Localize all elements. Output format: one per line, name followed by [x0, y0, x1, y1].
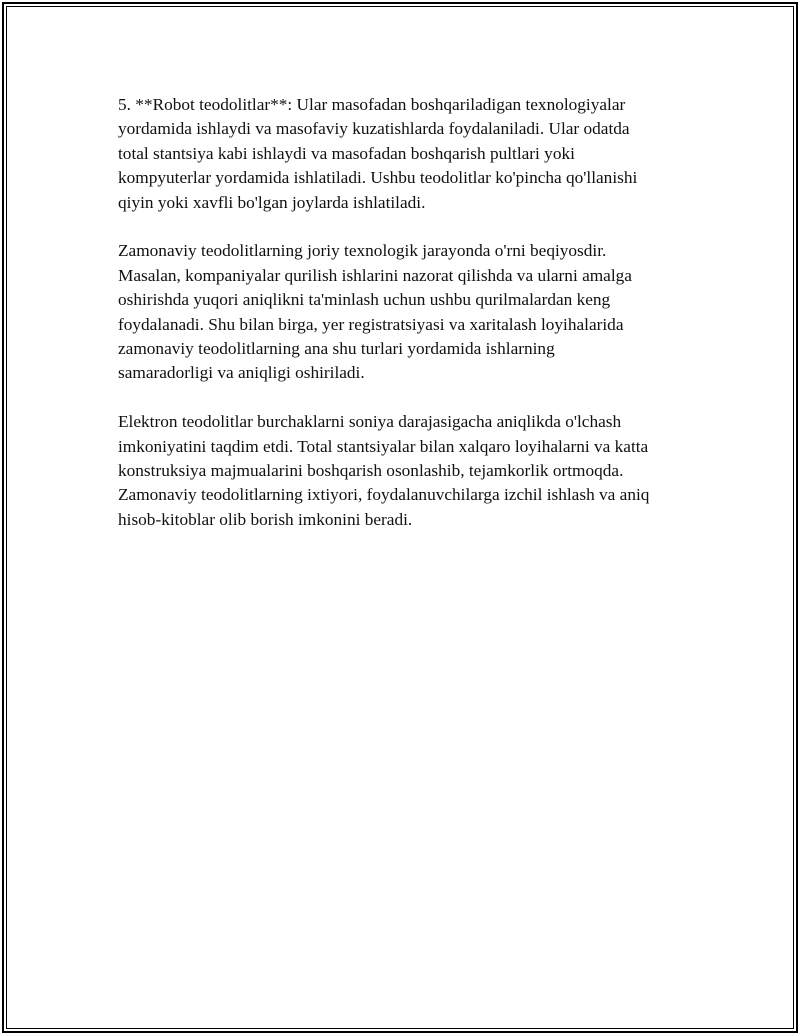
text-line: kompyuterlar yordamida ishlatiladi. Ushbu teodolitlar ko'pincha qo'llanishi — [118, 168, 638, 188]
text-line: samaradorligi va aniqligi oshiriladi. — [118, 363, 365, 383]
text-line: qiyin yoki xavfli bo'lgan joylarda ishlatiladi. — [118, 192, 426, 212]
text-line: 5. **Robot teodolitlar**: Ular masofadan boshqariladigan texnologiyalar — [118, 95, 626, 114]
text-line: hisob-kitoblar olib borish imkonini beradi. — [118, 509, 413, 529]
text-line: Zamonaviy teodolitlarning ixtiyori, foydalanuvchilarga izchil ishlash va aniq — [118, 485, 650, 505]
text-line: foydalanadi. Shu bilan birga, yer registratsiyasi va xaritalash loyihalarida — [118, 314, 624, 334]
paragraph-electronic-theodolites — [118, 410, 698, 532]
text-line: Elektron teodolitlar burchaklarni soniya darajasigacha aniqlikda o'lchash — [118, 412, 622, 432]
paragraph-modern-theodolites-role — [118, 239, 698, 385]
text-line: imkoniyatini taqdim etdi. Total stantsiyalar bilan xalqaro loyihalarni va katta — [118, 436, 649, 456]
text-line: oshirishda yuqori aniqlikni ta'minlash uchun ushbu qurilmalardan keng — [118, 290, 611, 310]
text-line: konstruksiya majmualarini boshqarish osonlashib, tejamkorlik ortmoqda. — [118, 461, 624, 481]
text-line: Zamonaviy teodolitlarning joriy texnologik jarayonda o'rni beqiyosdir. — [118, 241, 607, 261]
text-line: yordamida ishlaydi va masofaviy kuzatishlarda foydalaniladi. Ular odatda — [118, 119, 630, 139]
text-line: Masalan, kompaniyalar qurilish ishlarini nazorat qilishda va ularni amalga — [118, 265, 632, 285]
text-line: zamonaviy teodolitlarning ana shu turlari yordamida ishlarning — [118, 339, 555, 359]
text-line: total stantsiya kabi ishlaydi va masofadan boshqarish pultlari yoki — [118, 143, 575, 163]
document-body — [118, 93, 698, 557]
paragraph-robot-theodolites — [118, 93, 698, 215]
